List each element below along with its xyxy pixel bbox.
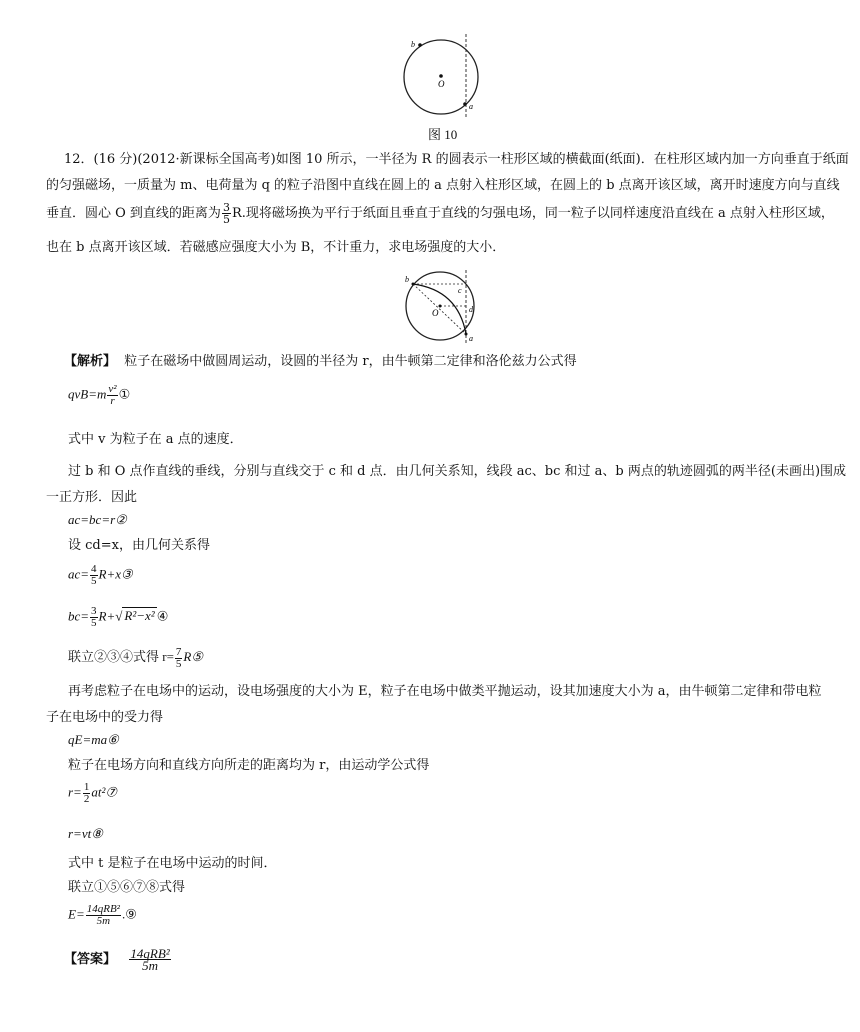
problem-line-3a: 垂直．圆心 O 到直线的距离为: [46, 206, 221, 221]
combine-2: 联立①⑤⑥⑦⑧式得: [68, 880, 186, 895]
paragraph-3-line-1: 再考虑粒子在电场中的运动，设电场强度的大小为 E，粒子在电场中做类平抛运动，设其加速度大小为 a，由牛顿第二定律和带电粒: [68, 684, 822, 699]
answer-value: $\frac{\text{14qRB²}}{5m}$: [130, 946, 170, 973]
equation-4: bc= $\frac{3}{5}$ R+√ R²−x² ④: [68, 605, 169, 629]
equation-8: r=vt⑧: [68, 826, 103, 841]
fig10-label-a: a: [469, 102, 473, 111]
fig2-label-O: O: [432, 308, 439, 318]
fig2-label-d: d: [469, 305, 473, 314]
solution-diagram: [400, 268, 482, 346]
paragraph-2-line-2: 一正方形．因此: [46, 490, 138, 505]
equation-1: qvB=m $\frac{\text{v²}}{r}$ ①: [68, 383, 131, 407]
paragraph-4: 粒子在电场方向和直线方向所走的距离均为 r，由运动学公式得: [68, 758, 430, 773]
fraction-3-5: $\frac{3}{5}$: [222, 201, 230, 226]
solution-intro: [64, 352, 577, 372]
combine-1: 联立②③④式得 r= $\frac{7}{5}$ R⑤: [68, 645, 204, 670]
paragraph-2-line-1: 过 b 和 O 点作直线的垂线，分别与直线交于 c 和 d 点．由几何关系知，线段 ac、bc 和过 a、b 两点的轨迹圆弧的两半径(未画出)围成: [68, 464, 847, 479]
problem-line-2: 的匀强磁场，一质量为 m、电荷量为 q 的粒子沿图中直线在圆上的 a 点射入柱形区域，在圆上的 b 点离开该区域，离开时速度方向与直线: [46, 178, 840, 193]
fig2-label-a: a: [469, 334, 473, 343]
figure-10-caption: 图 10: [428, 127, 458, 142]
fig10-label-O: O: [438, 79, 445, 89]
solution-intro-text: 粒子在磁场中做圆周运动，设圆的半径为 r，由牛顿第二定律和洛伦兹力公式得: [124, 354, 577, 369]
problem-line-4: 也在 b 点离开该区域．若磁感应强度大小为 B，不计重力，求电场强度的大小．: [46, 240, 506, 255]
equation-2: ac=bc=r②: [68, 512, 127, 527]
solution-label: 【解析】: [64, 354, 117, 369]
fig10-label-b: b: [411, 40, 415, 49]
problem-line-3b: R.现将磁场换为平行于纸面且垂直于直线的匀强电场，同一粒子以同样速度沿直线在 a 点射入柱形区域，: [231, 206, 834, 221]
equation-9: E= $\frac{\text{14qRB²}}{5m}$ .⑨: [68, 903, 137, 927]
equation-7: r= $\frac{1}{2}$ at²⑦: [68, 781, 118, 805]
set-cd: 设 cd=x，由几何关系得: [68, 538, 210, 553]
paragraph-3-line-2: 子在电场中的受力得: [46, 710, 164, 725]
problem-line-1: 12．(16 分)(2012·新课标全国高考)如图 10 所示，一半径为 R 的圆表示一柱形区域的横截面(纸面)．在柱形区域内加一方向垂直于纸面: [64, 152, 849, 167]
answer-label: 【答案】: [64, 952, 117, 967]
fig2-label-b: b: [405, 275, 409, 284]
equation-6: qE=ma⑥: [68, 732, 119, 747]
note-1: 式中 v 为粒子在 a 点的速度．: [68, 432, 243, 447]
note-2: 式中 t 是粒子在电场中运动的时间．: [68, 856, 277, 871]
figure-10-diagram: [396, 32, 496, 118]
answer-row: [64, 948, 172, 971]
fig2-label-c: c: [458, 286, 462, 295]
equation-3: ac= $\frac{4}{5}$ R+x③: [68, 563, 133, 587]
problem-line-3: [46, 202, 834, 225]
